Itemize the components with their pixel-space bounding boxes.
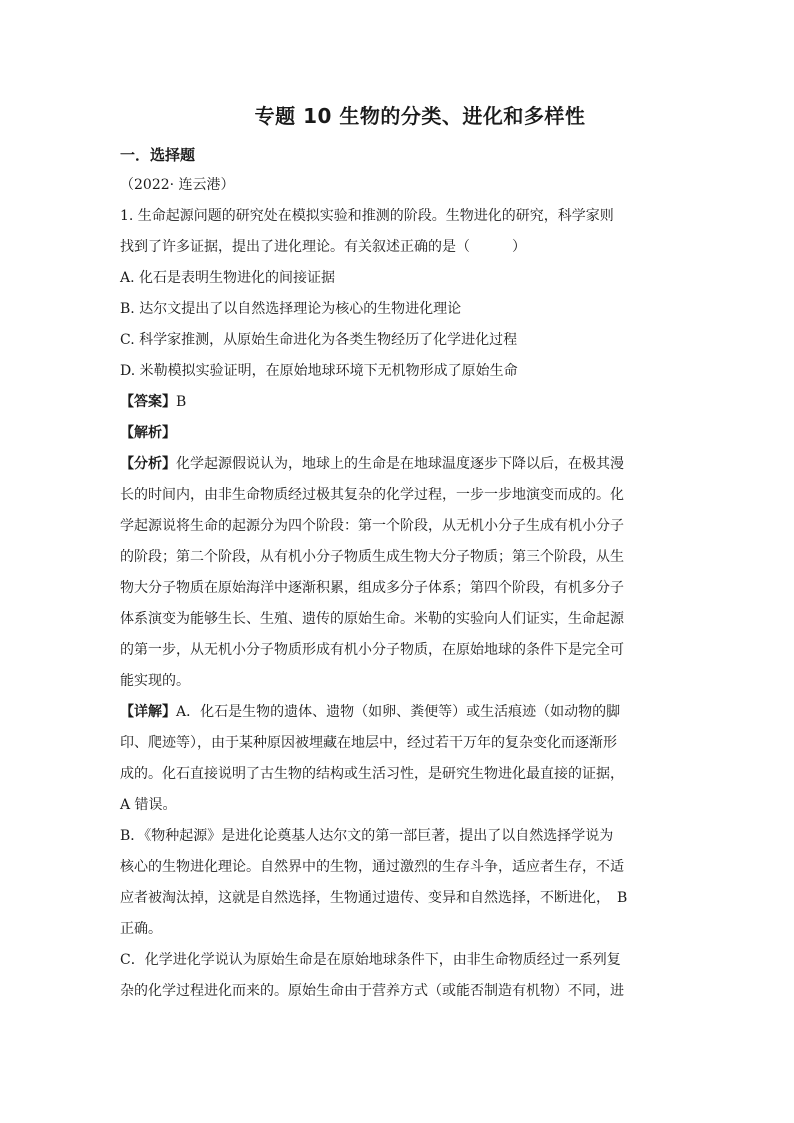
detail-line: 核心的生物进化理论。自然界中的生物，通过激烈的生存斗争，适应者生存，不适	[120, 859, 624, 875]
explanation-heading	[120, 418, 670, 449]
analysis-line: 的第一步，从无机小分子物质形成有机小分子物质，在原始地球的条件下是完全可	[120, 642, 624, 658]
analysis-line: 体系演变为能够生长、生殖、遗传的原始生命。米勒的实验向人们证实，生命起源	[120, 611, 624, 627]
page-title: 专题 10 生物的分类、进化和多样性	[254, 104, 586, 128]
question-stem-line: 1. 生命起源问题的研究处在模拟实验和推测的阶段。生物进化的研究，科学家则	[120, 208, 614, 224]
detail-line: 【详解】A．化石是生物的遗体、遗物（如卵、粪便等）或生活痕迹（如动物的脚	[120, 704, 621, 720]
answer-line	[120, 387, 670, 418]
detail-line: 印、爬迹等），由于某种原因被埋藏在地层中，经过若干万年的复杂变化而逐渐形	[120, 735, 617, 751]
analysis-line: 【分析】化学起源假说认为，地球上的生命是在地球温度逐步下降以后，在极其漫	[120, 456, 624, 472]
option-c: C. 科学家推测，从原始生命进化为各类生物经历了化学进化过程	[120, 332, 518, 348]
analysis-line: 长的时间内，由非生命物质经过极其复杂的化学过程，一步一步地演变而成的。化	[120, 487, 624, 503]
option-a: A. 化石是表明生物进化的间接证据	[120, 270, 336, 286]
detail-line: C．化学进化学说认为原始生命是在原始地球条件下，由非生命物质经过一系列复	[120, 952, 621, 968]
question-source: （2022· 连云港）	[120, 177, 235, 193]
question-stem-line: 找到了许多证据，提出了进化理论。有关叙述正确的是（ ）	[120, 239, 526, 255]
answer-label: 【答案】	[120, 394, 176, 410]
section-heading: 一．选择题	[120, 146, 196, 164]
detail-line: 应者被淘汰掉，这就是自然选择，生物通过遗传、变异和自然选择，不断进化， B	[120, 890, 628, 906]
analysis-line: 学起源说将生命的起源分为四个阶段：第一个阶段，从无机小分子生成有机小分子	[120, 518, 624, 534]
answer-value: B	[176, 394, 187, 410]
document-body	[120, 170, 670, 1007]
detail-line: A 错误。	[120, 797, 177, 813]
analysis-label: 【分析】	[120, 456, 176, 472]
analysis-line: 能实现的。	[120, 673, 190, 689]
option-d: D. 米勒模拟实验证明，在原始地球环境下无机物形成了原始生命	[120, 363, 518, 379]
detail-line: 正确。	[120, 921, 162, 937]
detail-line: 成的。化石直接说明了古生物的结构或生活习性，是研究生物进化最直接的证据，	[120, 766, 624, 782]
detail-line: 杂的化学过程进化而来的。原始生命由于营养方式（或能否制造有机物）不同，进	[120, 983, 624, 999]
detail-line: B．《物种起源》是进化论奠基人达尔文的第一部巨著，提出了以自然选择学说为	[120, 828, 614, 844]
detail-label: 【详解】	[120, 704, 176, 720]
analysis-line: 物大分子物质在原始海洋中逐渐积累，组成多分子体系；第四个阶段，有机多分子	[120, 580, 624, 596]
analysis-line: 的阶段；第二个阶段，从有机小分子物质生成生物大分子物质；第三个阶段，从生	[120, 549, 624, 565]
explain-label: 【解析】	[120, 425, 176, 441]
option-b: B. 达尔文提出了以自然选择理论为核心的生物进化理论	[120, 301, 462, 317]
